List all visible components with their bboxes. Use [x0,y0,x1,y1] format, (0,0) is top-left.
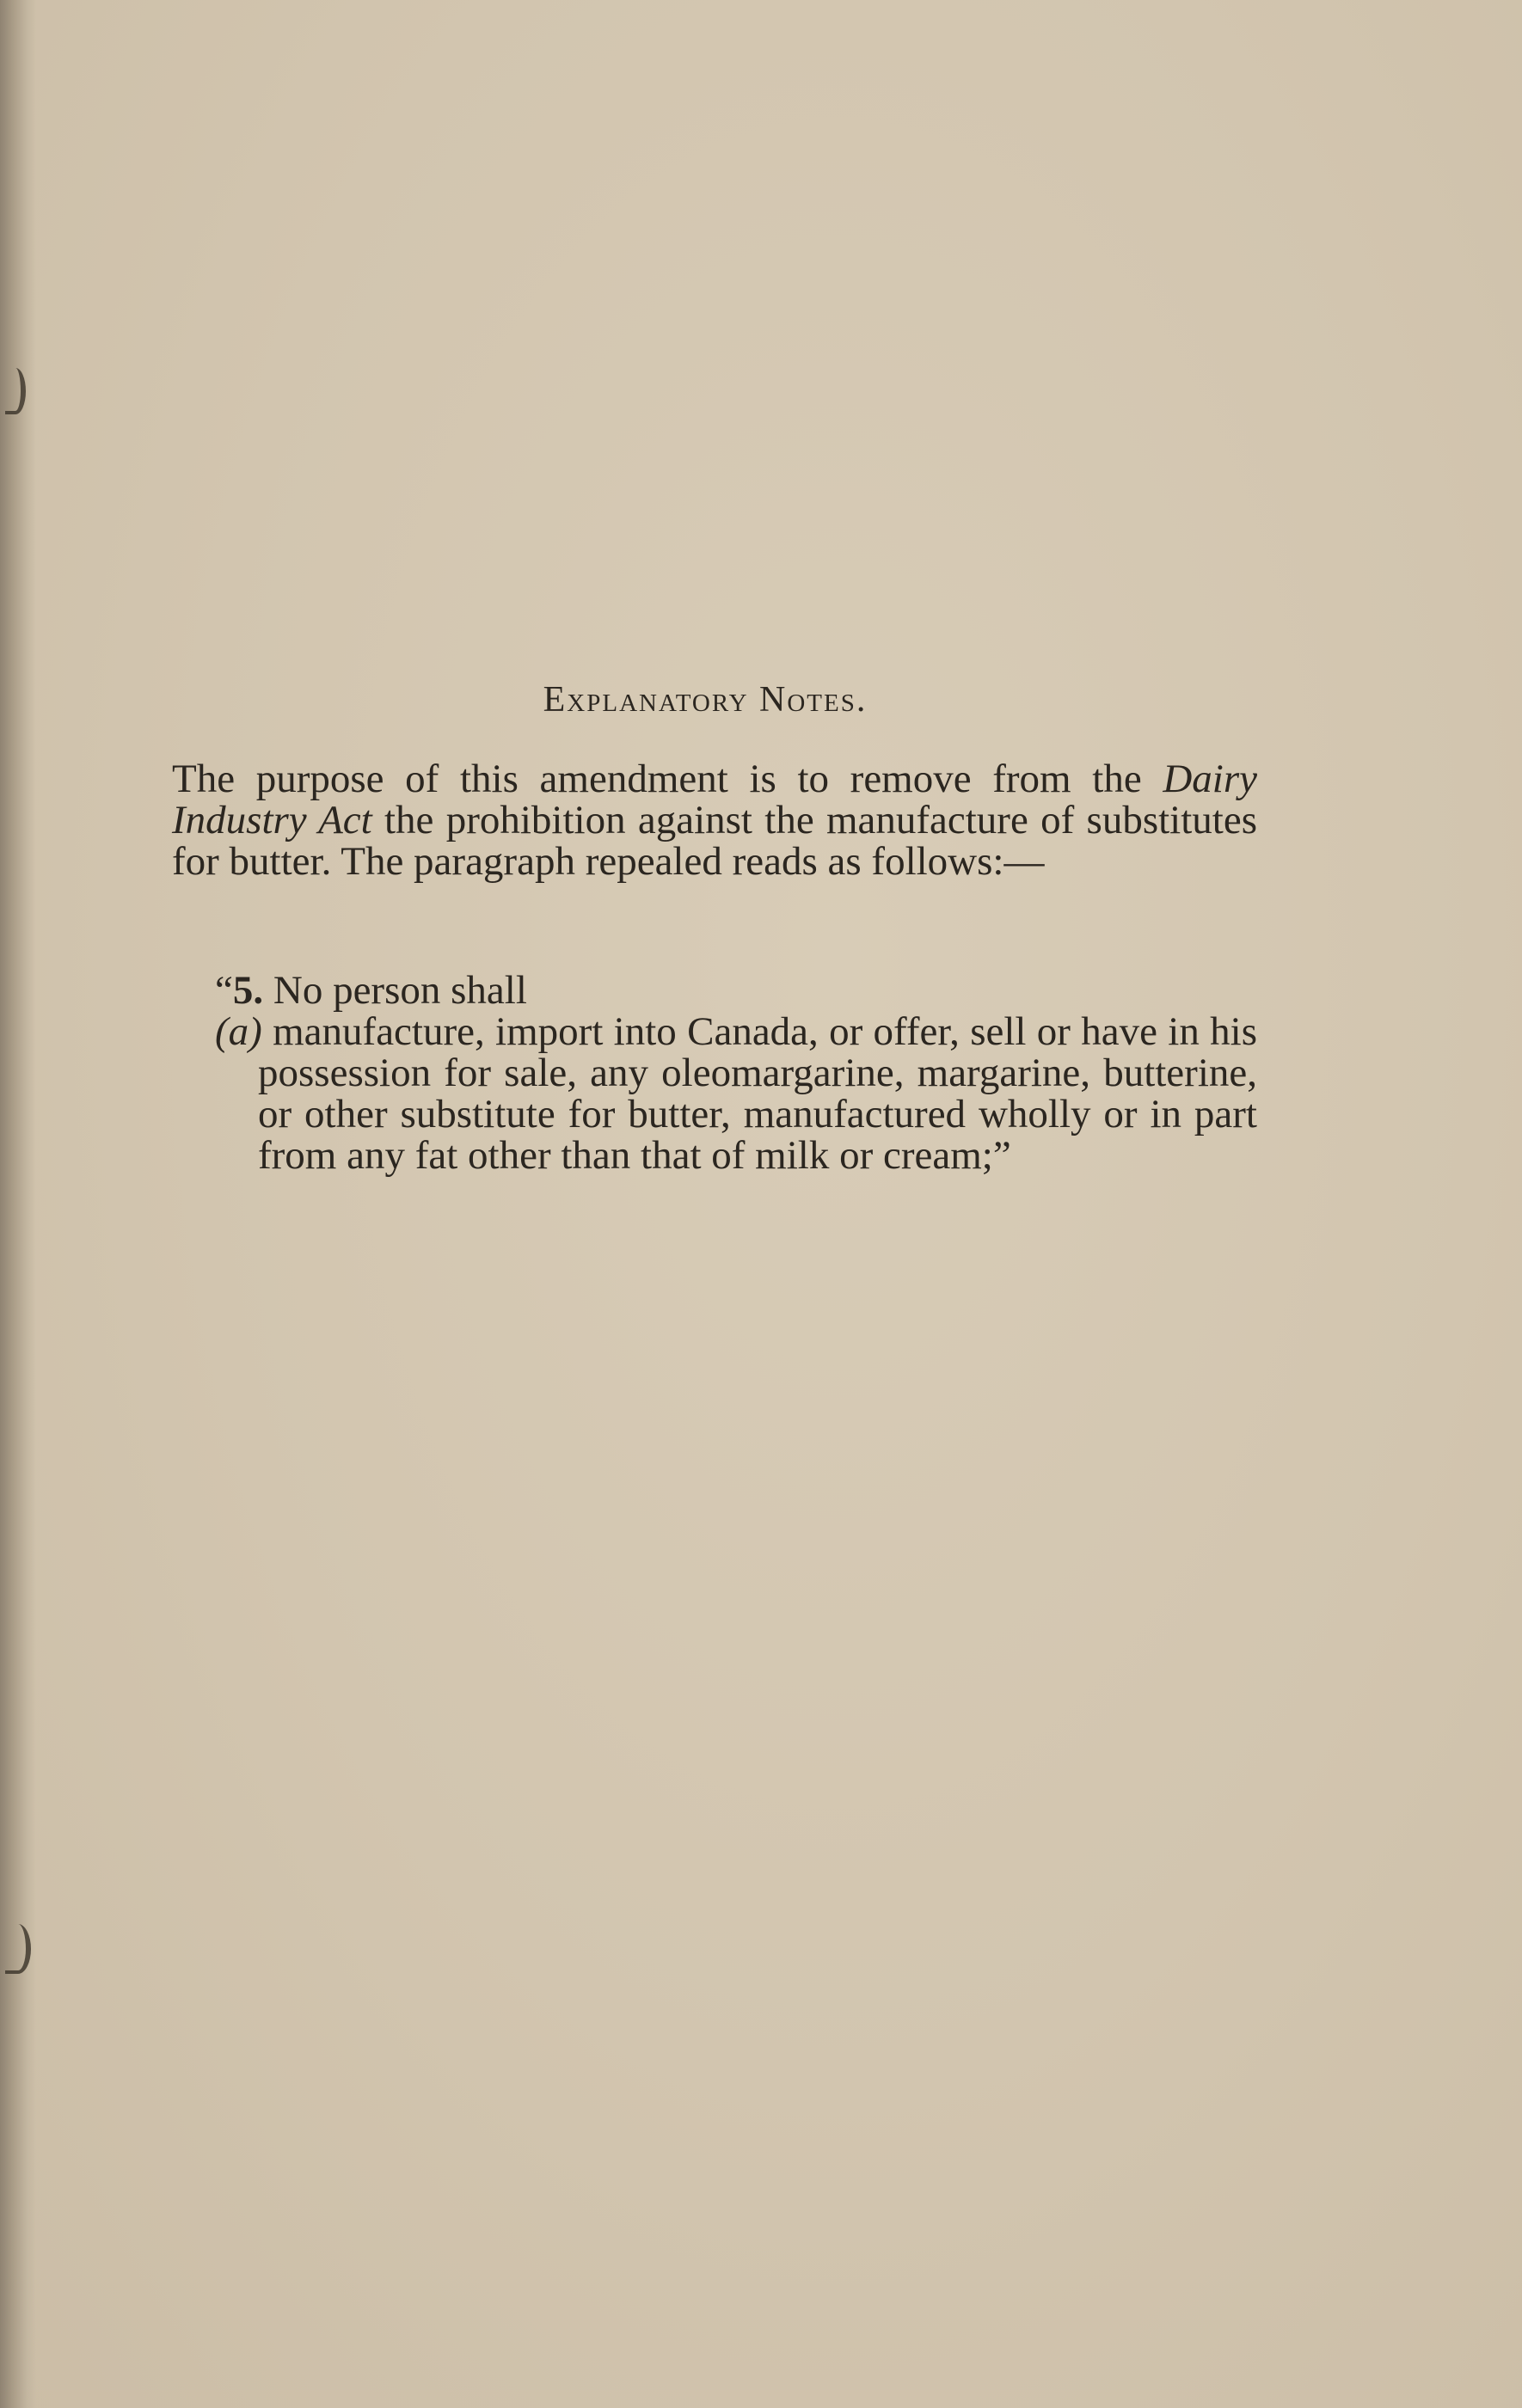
section-lead: No person shall [273,968,527,1013]
binding-edge [0,0,36,2408]
binding-mark [5,1924,31,1974]
intro-text-continued: the prohibition against the manufacture of substitutes for butter. The paragraph repealed reads as follows:— [172,798,1257,884]
clause-text: manufacture, import into Canada, or offer, sell or have in his possession for sale, any oleomargarine, margarine, butterine, or other substitute for butter, manufactured wholly or in part from any fat other than that of milk or cream;” [258,1009,1257,1178]
intro-paragraph [172,758,1257,882]
binding-mark [5,368,26,414]
section-heading: Explanatory Notes. [543,680,868,720]
quoted-paragraph [215,970,1257,1176]
clause-a [215,1011,1257,1176]
section-line [215,970,1257,1011]
clause-label: (a) [215,1009,262,1054]
act-name: Dairy Industry Act [172,757,1257,842]
open-quote: “ [215,968,233,1013]
section-number: 5. [232,968,264,1013]
intro-text: The purpose of this amendment is to remove from the [172,757,1142,801]
